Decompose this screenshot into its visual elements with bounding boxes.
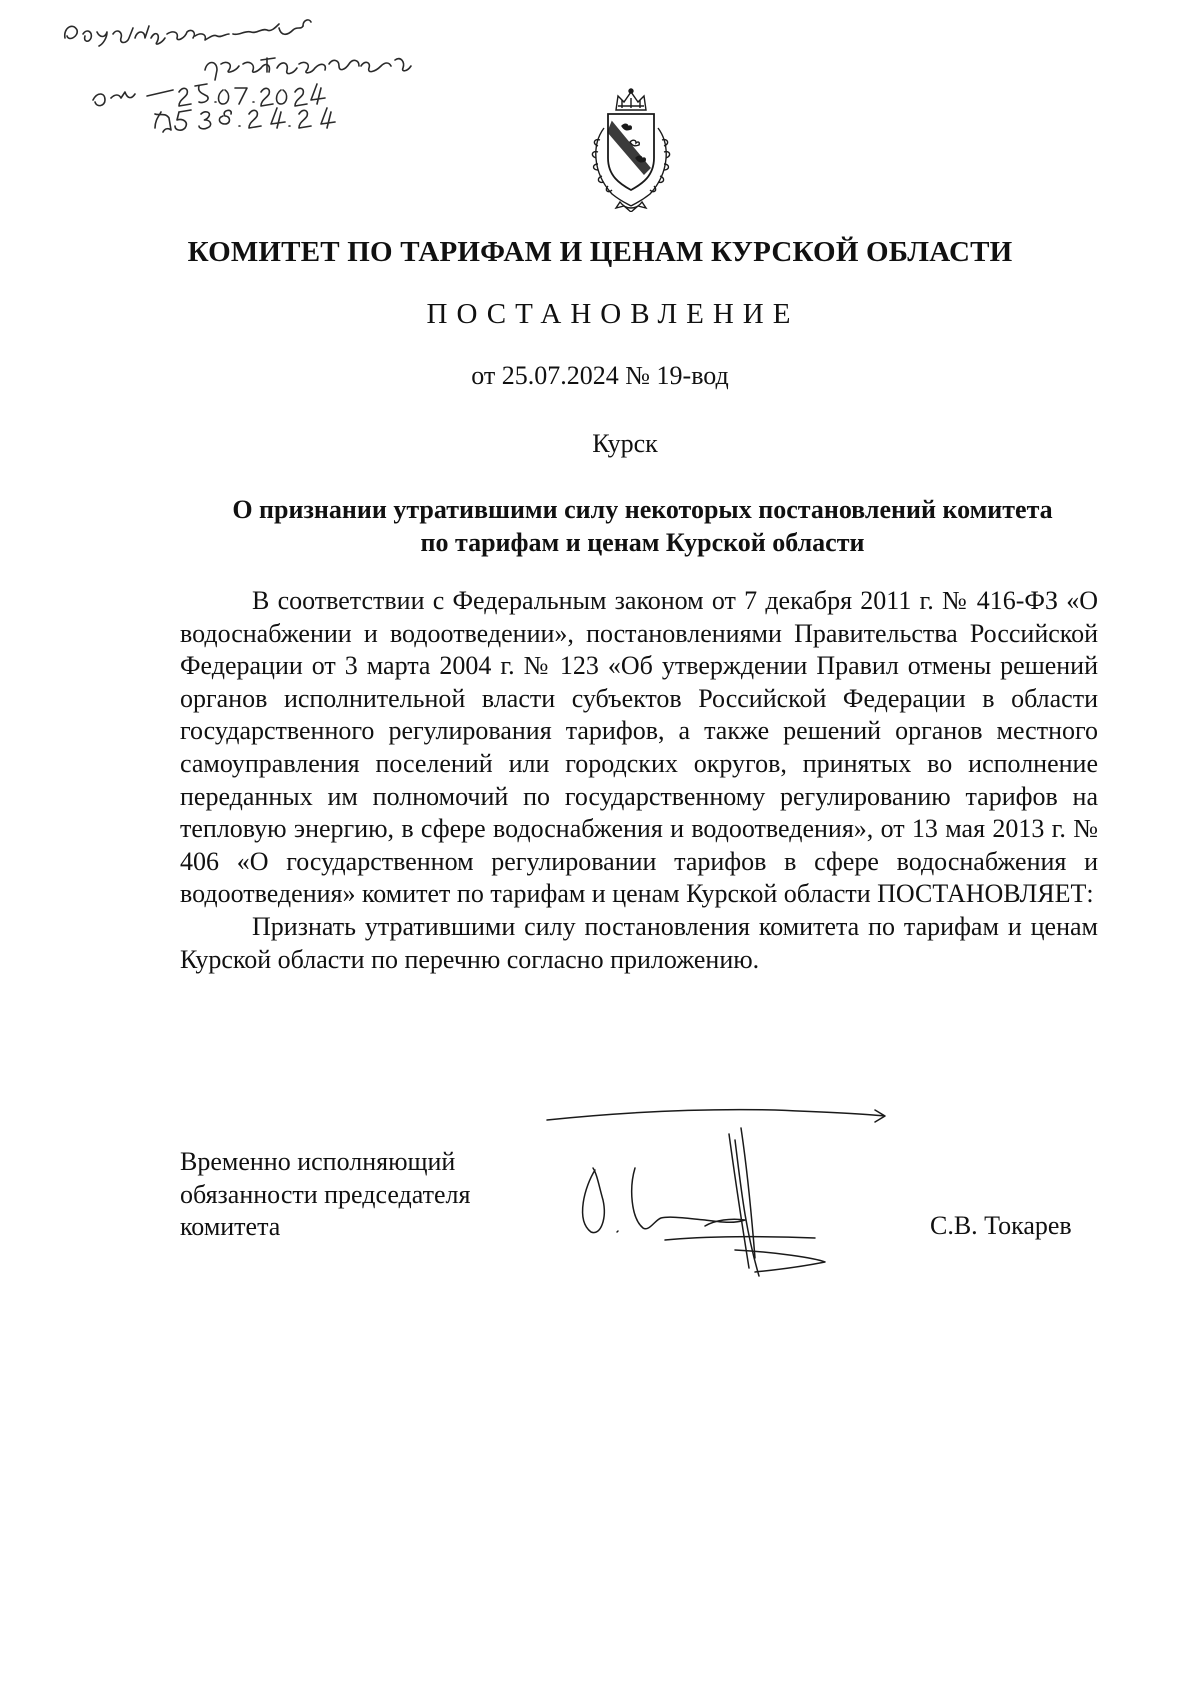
subject-line-1: О признании утратившими силу некоторых постановлений комитета: [232, 495, 1053, 524]
signatory-position-line-1: Временно исполняющий: [180, 1147, 456, 1176]
signatory-position: [180, 1146, 510, 1244]
organization-title: КОМИТЕТ ПО ТАРИФАМ И ЦЕНАМ КУРСКОЙ ОБЛАСТИ: [187, 236, 1013, 268]
body-paragraph-resolution: Признать утратившими силу постановления комитета по тарифам и ценам Курской области по перечню согласно приложению.: [180, 911, 1098, 974]
document-date-number: от 25.07.2024 № 19-вод: [471, 361, 729, 390]
body-paragraph-preamble: В соответствии с Федеральным законом от 7 декабря 2011 г. № 416-ФЗ «О водоснабжении и водоотведении», постановлениями Правительства Российской Федерации от 3 марта 2004 г. № 123 «Об утверждении Правил отмены решений органов исполнительной власти субъектов Российской Федерации в области государственного регулирования тарифов, а также решений органов местного самоуправления поселений или городских округов, принятых во исполнение переданных им полномочий по государственному регулированию тарифов на тепловую энергию, в сфере водоснабжения и водоотведения», от 13 мая 2013 г. № 406 «О государственном регулировании тарифов в сфере водоснабжения и водоотведения» комитет по тарифам и ценам Курской области ПОСТАНОВЛЯЕТ:: [180, 586, 1098, 909]
document-body: [180, 585, 1098, 976]
signatory-position-line-3: комитета: [180, 1212, 281, 1241]
subject-line-2: по тарифам и ценам Курской области: [420, 528, 865, 557]
kursk-coat-of-arms-icon: [578, 88, 684, 212]
document-type: ПОСТАНОВЛЕНИЕ: [426, 298, 800, 330]
signatory-name: С.В. Токарев: [930, 1211, 1072, 1240]
document-city: Курск: [592, 429, 658, 458]
document-subject: [180, 493, 1105, 559]
signatory-position-line-2: обязанности председателя: [180, 1179, 471, 1209]
handwritten-signature: [545, 1108, 915, 1278]
handwritten-registration-note: [55, 8, 455, 138]
